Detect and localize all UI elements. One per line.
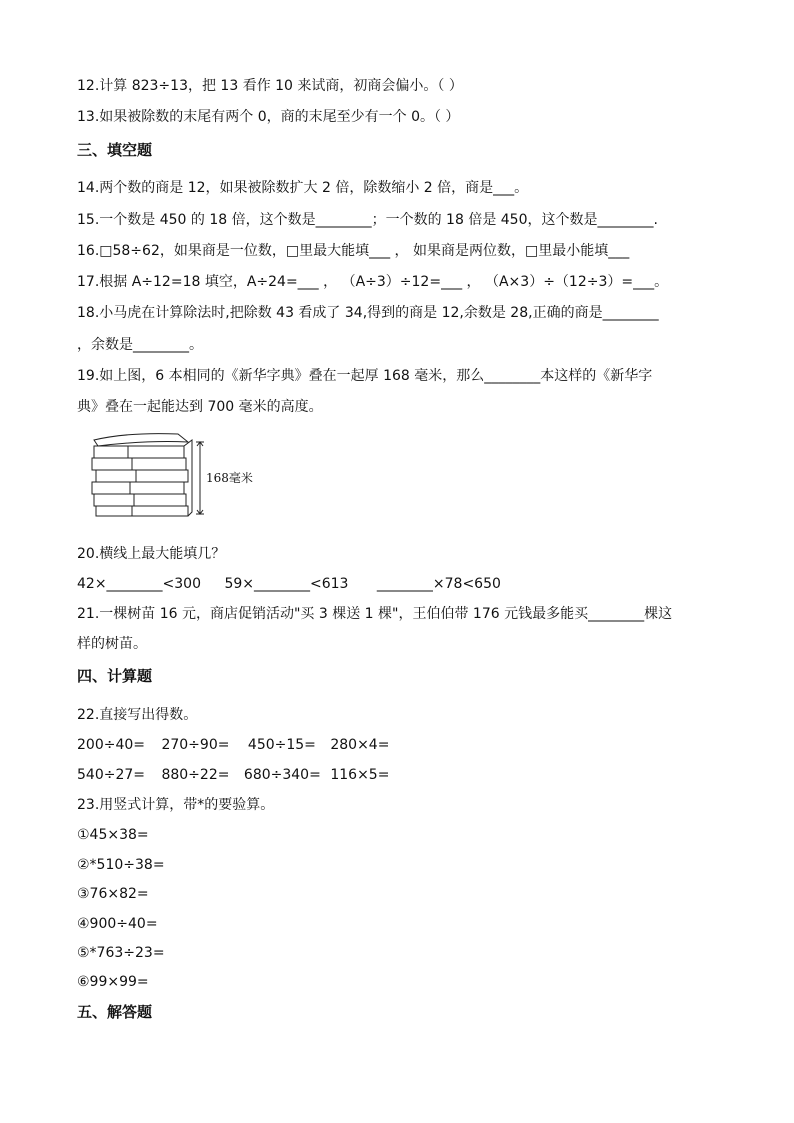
question-19-line-2: 典》叠在一起能达到 700 毫米的高度。 bbox=[77, 399, 323, 415]
calc-item: 450÷15= bbox=[247, 737, 316, 753]
question-14: 14.两个数的商是 12，如果被除数扩大 2 倍，除数缩小 2 倍，商是___。 bbox=[77, 180, 529, 196]
calc-item: 200÷40= bbox=[77, 737, 145, 753]
question-23-item-2: ②*510÷38= bbox=[77, 857, 165, 873]
question-20-item-2: 59×________<613 bbox=[224, 576, 349, 592]
section-heading-fill-in: 三、填空题 bbox=[77, 141, 153, 159]
question-23-item-1: ①45×38= bbox=[77, 827, 149, 843]
question-21-line-1: 21.一棵树苗 16 元，商店促销活动"买 3 棵送 1 棵"，王伯伯带 176 元钱最多能买________棵这 bbox=[77, 606, 673, 622]
calc-item: 540÷27= bbox=[77, 767, 145, 783]
question-18-line-2: ，余数是________。 bbox=[77, 337, 203, 353]
calc-item: 116×5= bbox=[330, 767, 390, 783]
book-stack-figure bbox=[88, 426, 258, 518]
question-23-item-4: ④900÷40= bbox=[77, 916, 158, 932]
question-13: 13.如果被除数的末尾有两个 0，商的末尾至少有一个 0。（ ） bbox=[77, 109, 460, 125]
question-17: 17.根据 A÷12=18 填空，A÷24=___ ， （A÷3）÷12=___ ， （A×3）÷（12÷3）=___。 bbox=[77, 274, 669, 290]
question-21-line-2: 样的树苗。 bbox=[77, 636, 147, 652]
question-22-row-2 bbox=[77, 765, 389, 785]
section-heading-calculation: 四、计算题 bbox=[77, 667, 153, 685]
question-23-item-3: ③76×82= bbox=[77, 886, 149, 902]
calc-item: 270÷90= bbox=[161, 737, 230, 753]
question-20: 20.横线上最大能填几？ bbox=[77, 546, 226, 562]
question-16: 16.□58÷62，如果商是一位数，□里最大能填___ ， 如果商是两位数，□里最小能填___ bbox=[77, 243, 630, 259]
question-23-item-6: ⑥99×99= bbox=[77, 974, 149, 990]
calc-item: 880÷22= bbox=[161, 767, 230, 783]
question-22: 22.直接写出得数。 bbox=[77, 707, 198, 723]
section-heading-word-problems: 五、解答题 bbox=[77, 1003, 153, 1021]
calc-item: 280×4= bbox=[330, 737, 390, 753]
question-20-item-1: 42×________<300 bbox=[77, 576, 201, 592]
question-20-items bbox=[77, 574, 501, 594]
question-23-item-5: ⑤*763÷23= bbox=[77, 945, 165, 961]
question-22-row-1 bbox=[77, 735, 389, 755]
question-19-line-1: 19.如上图，6 本相同的《新华字典》叠在一起厚 168 毫米，那么________本这样的《新华字 bbox=[77, 368, 653, 384]
question-23: 23.用竖式计算，带*的要验算。 bbox=[77, 797, 275, 813]
question-20-item-3: ________×78<650 bbox=[376, 576, 501, 592]
question-15: 15.一个数是 450 的 18 倍，这个数是________；一个数的 18 倍是 450，这个数是________. bbox=[77, 212, 658, 228]
question-18-line-1: 18.小马虎在计算除法时,把除数 43 看成了 34,得到的商是 12,余数是 28,正确的商是________ bbox=[77, 305, 659, 321]
question-12: 12.计算 823÷13，把 13 看作 10 来试商，初商会偏小。（ ） bbox=[77, 78, 463, 94]
calc-item: 680÷340= bbox=[243, 767, 321, 783]
figure-height-label: 168毫米 bbox=[206, 471, 253, 485]
